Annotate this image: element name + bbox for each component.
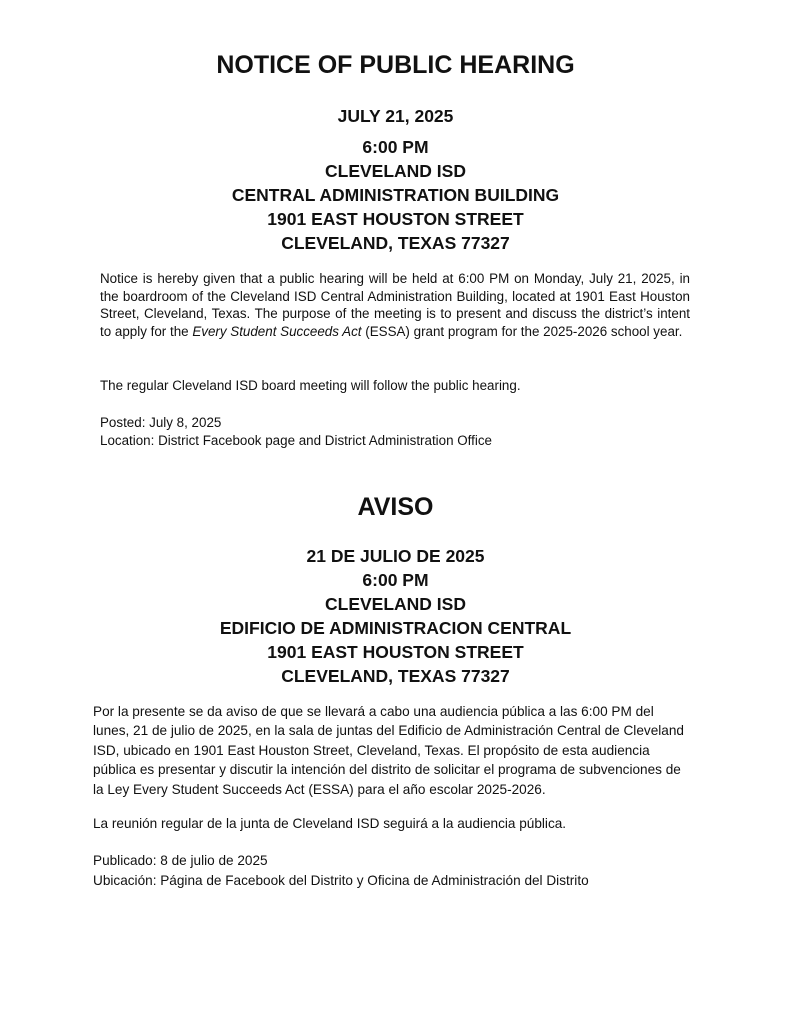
english-header-city: CLEVELAND, TEXAS 77327 [281, 233, 510, 253]
english-header-building: CENTRAL ADMINISTRATION BUILDING [231, 185, 560, 205]
spanish-header-block [0, 544, 791, 688]
english-header-block [0, 104, 791, 128]
english-posted-date: Posted: July 8, 2025 [100, 415, 222, 430]
english-header-date: JULY 21, 2025 [337, 106, 454, 126]
notice-title: NOTICE OF PUBLIC HEARING [216, 51, 575, 79]
english-follow-note: The regular Cleveland ISD board meeting will follow the public hearing. [100, 378, 521, 393]
english-body-part2: (ESSA) grant program for the 2025-2026 school year. [361, 323, 683, 339]
spanish-posted-date: Publicado: 8 de julio de 2025 [93, 853, 268, 868]
spanish-posted-location: Ubicación: Página de Facebook del Distrito y Oficina de Administración del Distrito [93, 873, 589, 888]
english-body-act-name: Every Student Succeeds Act [192, 323, 362, 339]
spanish-header-district: CLEVELAND ISD [325, 594, 466, 614]
spanish-header-date: 21 DE JULIO DE 2025 [306, 546, 485, 566]
spanish-follow-note: La reunión regular de la junta de Cleveland ISD seguirá a la audiencia pública. [93, 816, 567, 831]
english-body-part1: Notice is hereby given that a public hearing will be held at 6:00 PM on Monday, July 21, 2025, in the boardroom of the Cleveland ISD Central Administration Building, located at 1901 East Houston Street, Cleveland, Texas. The purpose of the meeting is to present and discuss the district’s intent to apply for the [100, 271, 690, 339]
spanish-header-street: 1901 EAST HOUSTON STREET [267, 642, 524, 662]
english-notice-paragraph [100, 270, 690, 340]
english-header-time: 6:00 PM [362, 137, 429, 157]
spanish-notice-paragraph: Por la presente se da aviso de que se llevará a cabo una audiencia pública a las 6:00 PM del lunes, 21 de julio de 2025, en la sala de juntas del Edificio de Administración Central de Cleveland ISD, ubicado en 1901 East Houston Street, Cleveland, Texas. El propósito de esta audiencia pública es presentar y discutir la intención del distrito de solicitar el programa de subvenciones de la Ley Every Student Succeeds Act (ESSA) para el año escolar 2025-2026. [93, 704, 684, 797]
english-posted-location: Location: District Facebook page and District Administration Office [100, 433, 492, 448]
spanish-header-city: CLEVELAND, TEXAS 77327 [281, 666, 510, 686]
spanish-header-building: EDIFICIO DE ADMINISTRACION CENTRAL [219, 618, 572, 638]
aviso-title: AVISO [357, 493, 434, 521]
english-header-street: 1901 EAST HOUSTON STREET [267, 209, 524, 229]
spanish-header-time: 6:00 PM [362, 570, 429, 590]
english-header-district: CLEVELAND ISD [325, 161, 466, 181]
english-header-details [0, 135, 791, 255]
